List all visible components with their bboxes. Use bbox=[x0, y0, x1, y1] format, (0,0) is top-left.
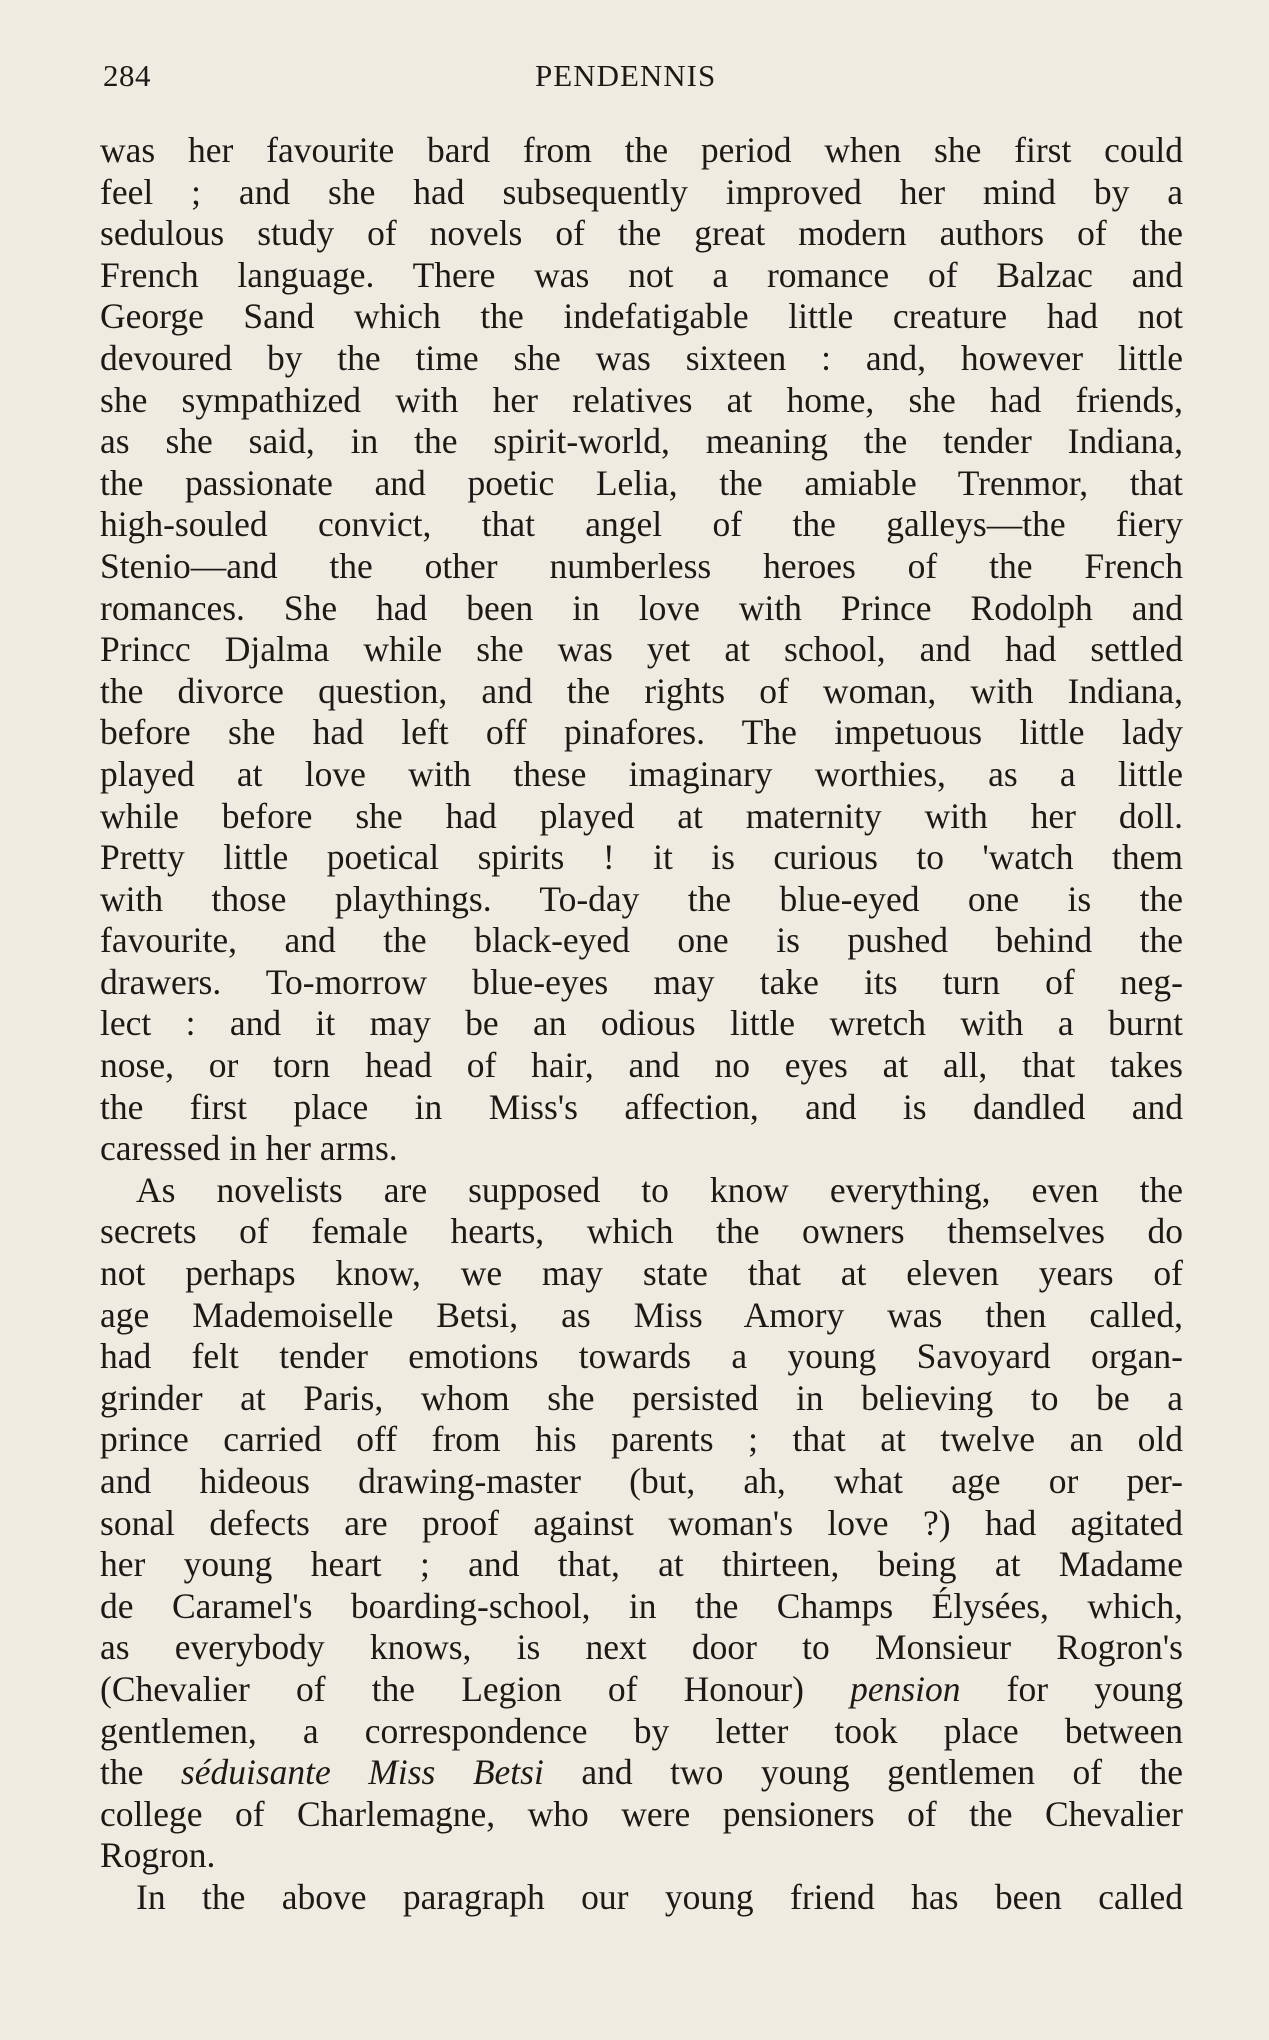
text-line: Stenio—and the other numberless heroes of the French bbox=[100, 545, 1183, 586]
paragraph-1 bbox=[100, 130, 1183, 1170]
text-run: the bbox=[100, 1752, 181, 1793]
text-line: gentlemen, a correspondence by letter took place between bbox=[100, 1710, 1183, 1751]
text-line: favourite, and the black-eyed one is pushed behind the bbox=[100, 920, 1183, 961]
text-line: grinder at Paris, whom she persisted in believing to be a bbox=[100, 1377, 1183, 1418]
text-line: French language. There was not a romance of Balzac and bbox=[100, 254, 1183, 295]
text-line: had felt tender emotions towards a young Savoyard organ- bbox=[100, 1336, 1183, 1377]
text-line: and hideous drawing-master (but, ah, what age or per- bbox=[100, 1461, 1183, 1501]
text-line: In the above paragraph our young friend has been called bbox=[136, 1876, 1183, 1917]
text-line: Pretty little poetical spirits ! it is curious to 'watch them bbox=[100, 837, 1183, 878]
text-line: George Sand which the indefatigable little creature had not bbox=[100, 296, 1183, 337]
text-line: Princc Djalma while she was yet at school, and had settled bbox=[100, 629, 1183, 670]
text-line: the divorce question, and the rights of woman, with Indiana, bbox=[100, 670, 1183, 711]
text-line: secrets of female hearts, which the owners themselves do bbox=[100, 1211, 1183, 1252]
text-line: played at love with these imaginary worthies, as a little bbox=[100, 753, 1183, 794]
text-line: as everybody knows, is next door to Monsieur Rogron's bbox=[100, 1627, 1183, 1668]
text-line: as she said, in the spirit-world, meaning the tender Indiana, bbox=[100, 421, 1183, 462]
text-line: feel ; and she had subsequently improved her mind by a bbox=[100, 171, 1183, 212]
text-line-mixed bbox=[100, 1669, 1183, 1711]
text-line: high-souled convict, that angel of the galleys—the fiery bbox=[100, 504, 1183, 545]
text-line: before she had left off pinafores. The impetuous little lady bbox=[100, 712, 1183, 753]
paragraph-2 bbox=[100, 1170, 1183, 1877]
italic-text: pension bbox=[850, 1668, 961, 1709]
text-line: prince carried off from his parents ; that at twelve an old bbox=[100, 1419, 1183, 1460]
text-line: she sympathized with her relatives at home, she had friends, bbox=[100, 379, 1183, 420]
text-line: the passionate and poetic Lelia, the amiable Trenmor, that bbox=[100, 462, 1183, 503]
text-line: lect : and it may be an odious little wretch with a burnt bbox=[100, 1003, 1183, 1044]
text-line: Rogron. bbox=[100, 1835, 216, 1876]
text-line: caressed in her arms. bbox=[100, 1128, 398, 1169]
text-line: romances. She had been in love with Prince Rodolph and bbox=[100, 587, 1183, 628]
text-line: As novelists are supposed to know everything, even the bbox=[136, 1169, 1183, 1210]
page-header bbox=[103, 58, 1183, 102]
page-number: 284 bbox=[103, 58, 151, 93]
text-run: (Chevalier of the Legion of Honour) bbox=[100, 1668, 804, 1709]
text-run: and two young gentlemen of the bbox=[543, 1752, 1183, 1793]
text-run: for young bbox=[960, 1668, 1183, 1709]
text-line: sedulous study of novels of the great modern authors of the bbox=[100, 213, 1183, 254]
text-line: devoured by the time she was sixteen : and, however little bbox=[100, 337, 1183, 378]
running-title: PENDENNIS bbox=[535, 58, 717, 93]
text-line: the first place in Miss's affection, and is dandled and bbox=[100, 1086, 1183, 1127]
text-line-mixed bbox=[100, 1752, 1183, 1794]
text-line: with those playthings. To-day the blue-eyed one is the bbox=[100, 878, 1183, 919]
text-line: age Mademoiselle Betsi, as Miss Amory was then called, bbox=[100, 1294, 1183, 1335]
text-line: sonal defects are proof against woman's love ?) had agitated bbox=[100, 1502, 1183, 1543]
text-line: college of Charlemagne, who were pensioners of the Chevalier bbox=[100, 1793, 1183, 1834]
text-line: while before she had played at maternity with her doll. bbox=[100, 795, 1183, 836]
text-line: her young heart ; and that, at thirteen, being at Madame bbox=[100, 1544, 1183, 1585]
paragraph-3 bbox=[100, 1877, 1183, 1919]
italic-text: séduisante Miss Betsi bbox=[180, 1752, 544, 1793]
text-line: not perhaps know, we may state that at eleven years of bbox=[100, 1253, 1183, 1294]
body-text bbox=[100, 130, 1183, 1919]
text-line: nose, or torn head of hair, and no eyes at all, that takes bbox=[100, 1045, 1183, 1086]
text-line: de Caramel's boarding-school, in the Champs Élysées, which, bbox=[100, 1585, 1183, 1626]
text-line: was her favourite bard from the period when she first could bbox=[100, 130, 1183, 170]
text-line: drawers. To-morrow blue-eyes may take its turn of neg- bbox=[100, 961, 1183, 1002]
